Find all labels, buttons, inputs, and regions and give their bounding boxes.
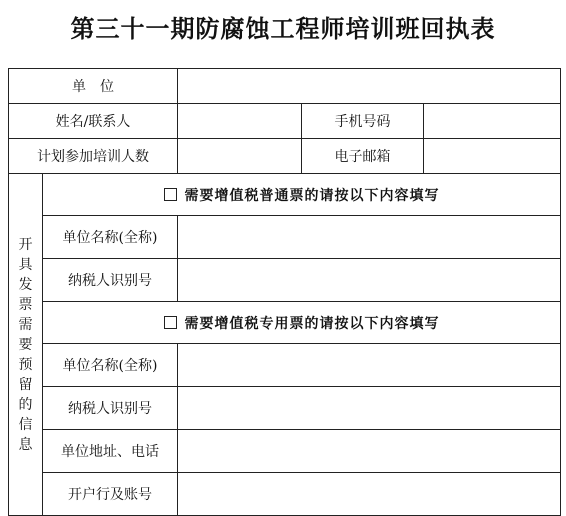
general-invoice-checkbox[interactable] <box>164 188 177 201</box>
email-label: 电子邮箱 <box>302 139 424 174</box>
phone-label: 手机号码 <box>302 104 424 139</box>
row-general-company-name <box>9 216 561 259</box>
special-company-name-input[interactable] <box>178 344 561 387</box>
general-company-name-input[interactable] <box>178 216 561 259</box>
row-unit <box>9 69 561 104</box>
general-invoice-heading-text: 需要增值税普通票的请按以下内容填写 <box>184 187 440 204</box>
form-title: 第三十一期防腐蚀工程师培训班回执表 <box>70 15 496 43</box>
special-invoice-heading-text: 需要增值税专用票的请按以下内容填写 <box>184 315 440 332</box>
special-company-name-label: 单位名称(全称) <box>43 344 178 387</box>
phone-input[interactable] <box>424 104 561 139</box>
special-address-phone-input[interactable] <box>178 430 561 473</box>
general-taxpayer-id-label: 纳税人识别号 <box>43 259 178 302</box>
special-invoice-checkbox[interactable] <box>164 316 177 329</box>
name-contact-input[interactable] <box>178 104 302 139</box>
unit-input[interactable] <box>178 69 561 104</box>
general-invoice-heading <box>43 174 561 216</box>
name-contact-label: 姓名/联系人 <box>9 104 178 139</box>
row-special-address-phone <box>9 430 561 473</box>
special-address-phone-label: 单位地址、电话 <box>43 430 178 473</box>
registration-form-table <box>8 68 561 516</box>
email-input[interactable] <box>424 139 561 174</box>
invoice-info-side-label: 开 具 发 票 需 要 预 留 的 信 息 <box>9 174 43 516</box>
attendees-input[interactable] <box>178 139 302 174</box>
special-bank-account-input[interactable] <box>178 473 561 516</box>
special-taxpayer-id-label: 纳税人识别号 <box>43 387 178 430</box>
attendees-label: 计划参加培训人数 <box>9 139 178 174</box>
row-special-invoice-heading <box>9 302 561 344</box>
general-company-name-label: 单位名称(全称) <box>43 216 178 259</box>
special-bank-account-label: 开户行及账号 <box>43 473 178 516</box>
row-special-company-name <box>9 344 561 387</box>
special-invoice-heading <box>43 302 561 344</box>
row-special-bank-account <box>9 473 561 516</box>
unit-label: 单位 <box>9 69 178 104</box>
special-taxpayer-id-input[interactable] <box>178 387 561 430</box>
general-taxpayer-id-input[interactable] <box>178 259 561 302</box>
row-general-invoice-heading <box>9 174 561 216</box>
row-attendees <box>9 139 561 174</box>
row-special-taxpayer-id <box>9 387 561 430</box>
row-name-contact <box>9 104 561 139</box>
row-general-taxpayer-id <box>9 259 561 302</box>
